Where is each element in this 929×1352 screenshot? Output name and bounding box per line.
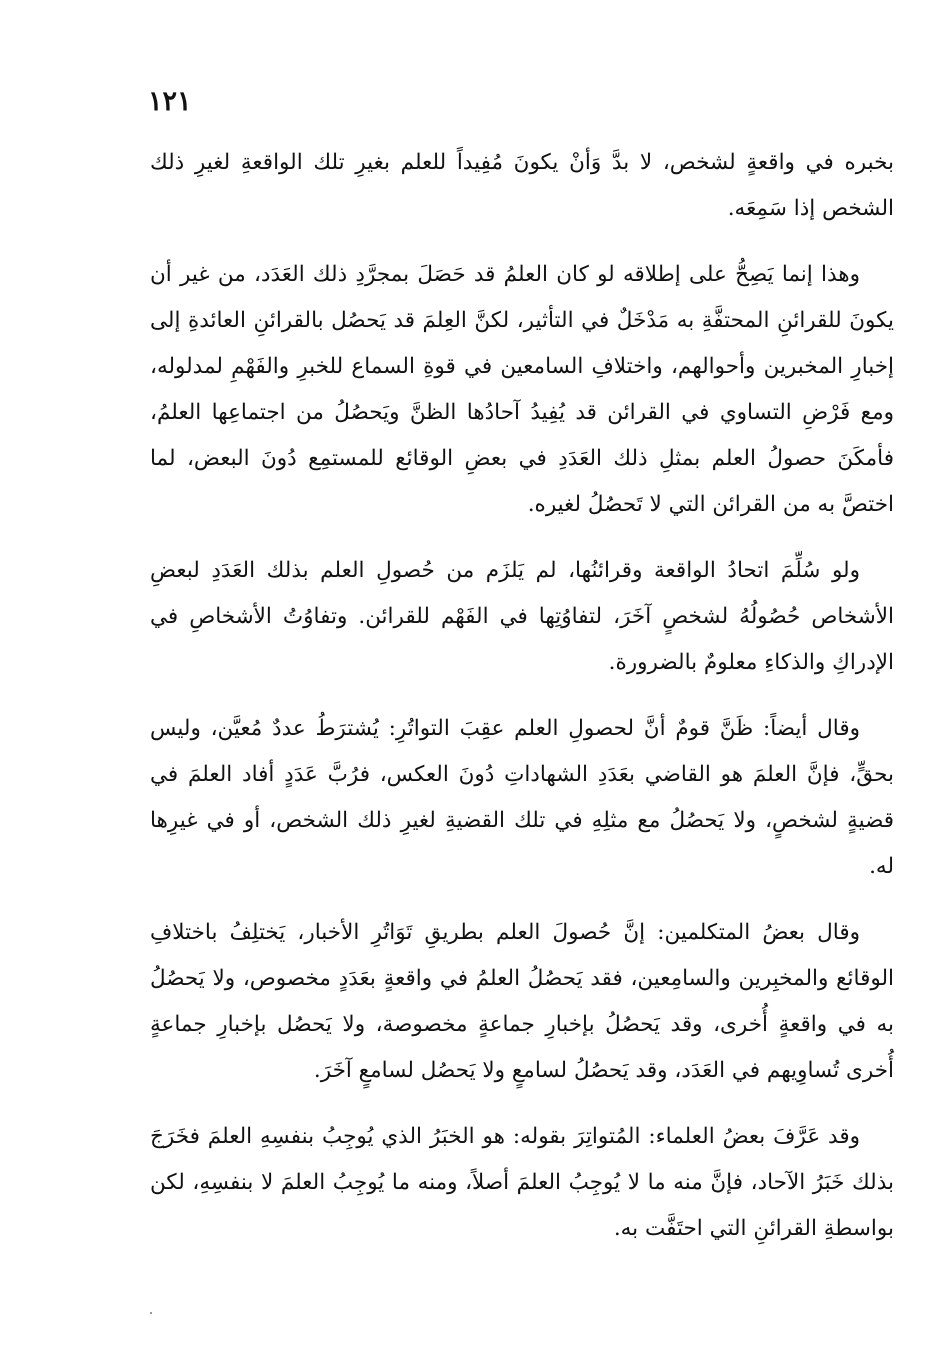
paragraph-5: وقال بعضُ المتكلمين: إنَّ حُصولَ العلم بطريقِ تَوَاتُرِ الأخبار، يَختلِفُ باختلافِ الوقائع والمخبِرين والسامِعين، فقد يَحصُلُ العلمُ في واقعةٍ بعَدَدٍ مخصوص، ولا يَحصُلُ به في واقعةٍ أُخرى، وقد يَحصُلُ بإخبارِ جماعةٍ مخصوصة، ولا يَحصُل بإخبارِ جماعةٍ أُخرى تُساوِيهم في العَدَد، وقد يَحصُلُ لسامعٍ ولا يَحصُل لسامعٍ آخَرَ. [150, 920, 894, 1083]
paragraph-1: بخبره في واقعةٍ لشخص، لا بدَّ وَأنْ يكونَ مُفِيداً للعلم بغيرِ تلك الواقعةِ لغيرِ ذلك الشخص إذا سَمِعَه. [150, 150, 894, 221]
paragraph-2: وهذا إنما يَصِحُّ على إطلاقه لو كان العلمُ قد حَصَلَ بمجرَّدِ ذلك العَدَد، من غير أن يكونَ للقرائنِ المحتفَّةِ به مَدْخَلٌ في التأثير، لكنَّ العِلمَ قد يَحصُل بالقرائنِ العائدةِ إلى إخبارِ المخبرين وأحوالهم، واختلافِ السامعين في قوةِ السماع للخبرِ والفَهْمِ لمدلوله، ومع فَرْضِ التساوي في القرائن قد يُفِيدُ آحادُها الظنَّ ويَحصُلُ من اجتماعِها العلمُ، فأمكَنَ حصولُ العلم بمثلِ ذلك العَدَدِ في بعضِ الوقائع للمستمِع دُونَ البعض، لما اختصَّ به من القرائن التي لا تَحصُلُ لغيره. [150, 262, 894, 517]
scan-speck [150, 1312, 152, 1314]
paragraph-6: وقد عَرَّفَ بعضُ العلماء: المُتواتِرَ بقوله: هو الخبَرُ الذي يُوجِبُ بنفسِهِ العلمَ فخَرَجَ بذلك خَبَرُ الآحاد، فإنَّ منه ما لا يُوجِبُ العلمَ أصلاً، ومنه ما يُوجِبُ العلمَ لا بنفسِهِ، لكن بواسطةِ القرائنِ التي احتَفَّت به. [150, 1124, 894, 1241]
paragraph-4: وقال أيضاً: ظَنَّ قومٌ أنَّ لحصولِ العلم عقِبَ التواتُرِ: يُشترَطُ عددٌ مُعيَّن، وليس بحقٍّ، فإنَّ العلمَ هو القاضي بعَدَدِ الشهاداتِ دُونَ العكس، فرُبَّ عَدَدٍ أفاد العلمَ في قضيةٍ لشخصٍ، ولا يَحصُلُ مع مثلِهِ في تلك القضيةِ لغيرِ ذلك الشخص، أو في غيرِها له. [150, 716, 894, 879]
page-number: ١٢١ [148, 86, 192, 117]
paragraph-3: ولو سُلِّمَ اتحادُ الواقعة وقرائنُها، لم يَلزَم من حُصولِ العلم بذلك العَدَدِ لبعضِ الأشخاص حُصُولُهُ لشخصٍ آخَرَ، لتفاوُتِها في الفَهْم للقرائن. وتفاوُتُ الأشخاصِ في الإدراكِ والذكاءِ معلومٌ بالضرورة. [150, 558, 894, 675]
body-text [150, 140, 894, 1272]
